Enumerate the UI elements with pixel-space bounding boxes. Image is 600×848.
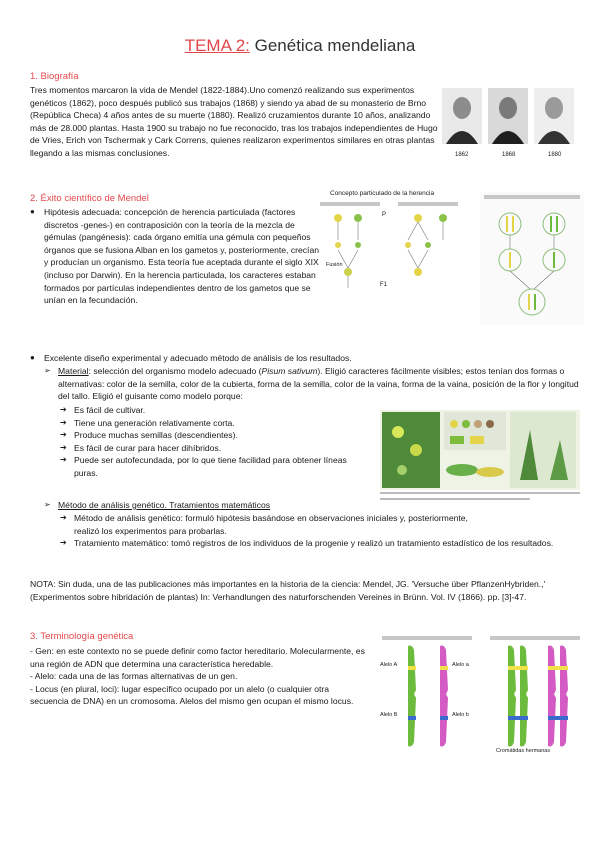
nota-text: NOTA: Sin duda, una de las publicaciones más importantes en la historia de la ciencia: Mendel, JG. 'Versuche über PflanzenHybriden.,' (Experimentos sobre hibridación de plantas) In: Verhandlungen des naturforschenden Vereines in Brünn. Vol. IV (1866). pp. [3]-47.: [30, 579, 546, 602]
portrait-year-1: 1862: [455, 152, 469, 158]
portrait-3: [534, 88, 574, 144]
pea-plants-image: [380, 410, 580, 505]
hypothesis-text: : concepción de herencia particulada (factores discretos -genes-) en contraposición con la teoría de la mezcla de gémulas (pangénesis): cada órgano emitía una gémula con pequeños órganos que se fusiona Alban en los gametos y, posteriormente, crecían y producían un organismo. Esta teoría fue aceptada durante el siglo XIX (incluso por Darwin). En la herencia particulada, los caracteres estaban formados por partículas independientes dentro de los gametos que se unían en la fecundación.: [44, 207, 320, 306]
material-text-b: ). Eligió caracteres fácilmente visibles; estos tenían dos formas o alternativas: color de la semilla, color de la cubierta, forma de la semilla, color de la vaina, forma de la vaina, posición de la flor y longitud del tallo. Eligió el guisante como modelo porque:: [58, 366, 579, 402]
title-number: TEMA 2:: [184, 36, 250, 55]
list-item: ➔ Es fácil de curar para hacer dihíbridos.: [60, 442, 222, 453]
arrow-icon: ➔: [60, 538, 67, 548]
arrow-icon: ➔: [60, 455, 67, 465]
section-2-heading: 2. Éxito científico de Mendel: [30, 193, 149, 204]
arrow-icon: ➔: [60, 430, 67, 440]
terminology-list: [30, 645, 370, 708]
method-item: [44, 499, 444, 512]
list-item: ➔ Tratamiento matemático: tomó registros de los individuos de la progenie y realizó un tratamiento estadístico de los resultados.: [60, 538, 554, 549]
allele-label-b2: Alelo b: [452, 712, 469, 718]
material-label: Material: [58, 366, 89, 376]
method-label: Método de análisis genético. Tratamientos matemáticos: [58, 500, 271, 510]
list-item: ➔ Produce muchas semillas (descendientes).: [60, 430, 238, 441]
list-item: ➔ Método de análisis genético: formuló hipótesis basándose en observaciones iniciales y, posteriormente, realizó los experimentos para probarlas.: [60, 513, 468, 536]
list-item: - Gen: en este contexto no se puede definir como factor hereditario. Molecularmente, es una región de ADN que determina una característica heredable.: [30, 646, 365, 669]
bullet-icon: ●: [30, 207, 35, 216]
material-text-a: : selección del organismo modelo adecuado (: [88, 366, 262, 376]
list-item: ➔ Puede ser autofecundada, por lo que tiene facilidad para obtener líneas puras.: [60, 455, 347, 478]
material-species: Pisum sativum: [261, 366, 318, 376]
section-3-heading: 3. Terminología genética: [30, 631, 134, 642]
arrow-icon: ➔: [60, 405, 67, 414]
methods-list: [60, 512, 580, 550]
list-item: ➔ Tiene una generación relativamente corta.: [60, 417, 235, 428]
page-title: [0, 36, 600, 56]
arrow-icon: ➔: [60, 442, 67, 452]
allele-label-a2: Alelo a: [452, 662, 469, 668]
portrait-year-3: 1880: [548, 152, 562, 158]
particulate-inheritance-diagram: [318, 190, 463, 305]
section-1-text: Tres momentos marcaron la vida de Mendel (1822-1884).Uno comenzó realizando sus experimentos genéticos (1862), poco después publicó sus trabajos (1868) y siendo ya abad de su monasterio de Brno (República Checa) 4 años antes de su muerte (1880). Realizó cruzamientos durante 10 años, analizando más de 28.000 plantas. Hasta 1900 su trabajo no fue reconocido, tras los trabajos independientes de Hugo de Vries, Erich von Tschermak y Cark Correns, quienes realizaron experimentos similares en otras plantas llegando a las mismas conclusiones.: [30, 85, 438, 158]
portrait-1: [442, 88, 482, 144]
sister-chromatids-label: Cromátidas hermanas: [496, 748, 551, 754]
design-text: Excelente diseño experimental y adecuado método de análisis de los resultados.: [44, 353, 352, 363]
diagram-label-f1: F1: [380, 282, 388, 288]
reasons-list: [60, 404, 372, 480]
arrow-icon: ➔: [60, 513, 67, 522]
allele-label-a1: Alelo A: [380, 662, 398, 668]
bullet-icon: ●: [30, 353, 35, 362]
list-item: - Locus (en plural, loci): lugar específico ocupado por un alelo (o cualquier otra secuencia de DNA) en un cromosoma. Alelos del mismo gen ocupan el mismo locus.: [30, 683, 354, 707]
portrait-year-2: 1868: [502, 152, 516, 158]
mendel-portraits: [440, 88, 580, 160]
hypothesis-label: Hipótesis adecuada: [44, 207, 120, 217]
title-name: Genética mendeliana: [254, 36, 416, 55]
list-item: ➔ Es fácil de cultivar.: [60, 405, 146, 415]
diagram-label-p: P: [382, 212, 387, 218]
arrow-icon: ➔: [60, 417, 67, 427]
allele-label-b1: Alelo B: [380, 712, 398, 718]
hypothesis-bullet: [30, 206, 320, 307]
material-item: [44, 365, 584, 403]
arrow-icon: ➢: [44, 366, 51, 375]
gametes-diagram: [480, 192, 584, 325]
portrait-2: [488, 88, 528, 144]
arrow-icon: ➢: [44, 500, 51, 509]
diagram-title: Concepto particulado de la herencia: [330, 190, 435, 197]
chromosome-diagram: [378, 636, 588, 756]
section-1-heading: 1. Biografía: [30, 71, 79, 82]
design-bullet: [30, 352, 580, 365]
diagram-label-fusion: Fusión: [326, 262, 343, 268]
list-item: - Alelo: cada una de las formas alternativas de un gen.: [30, 671, 238, 682]
